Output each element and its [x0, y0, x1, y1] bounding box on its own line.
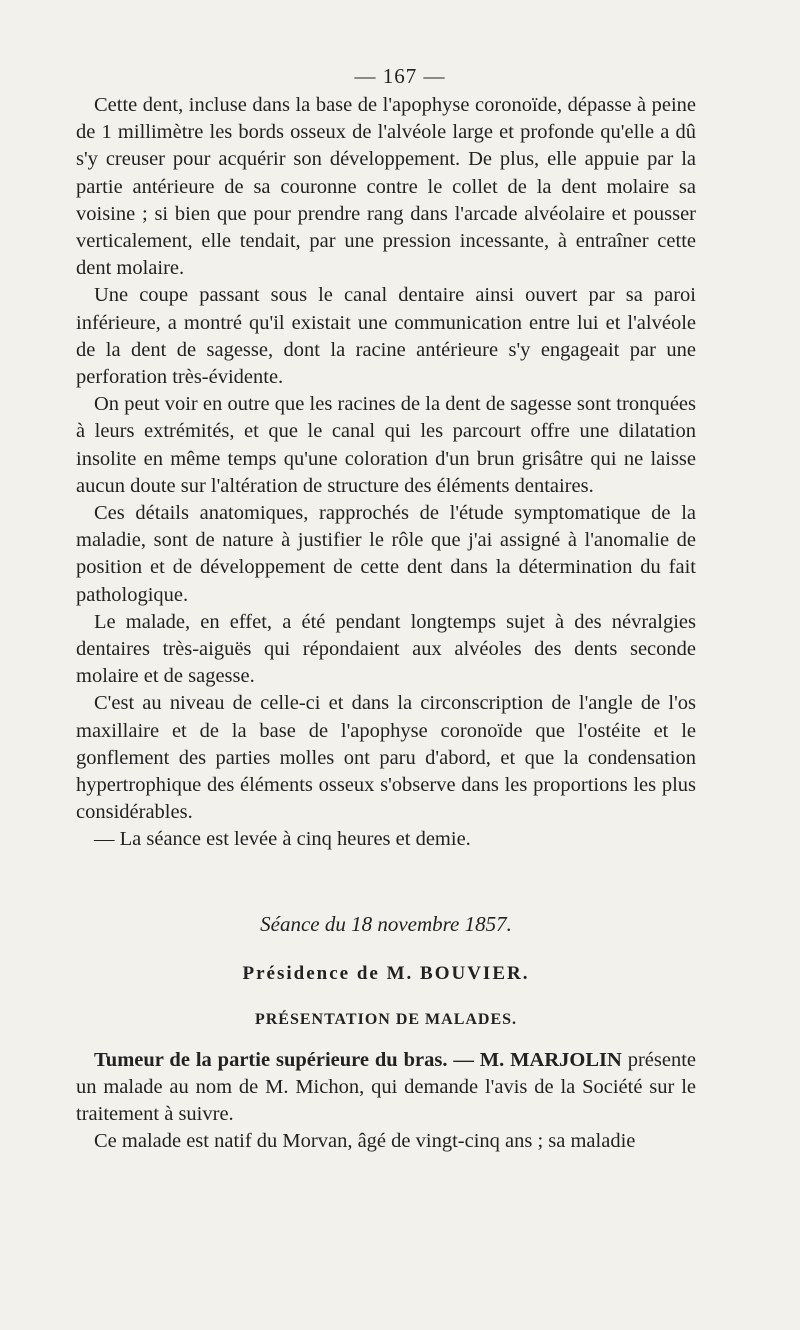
session-date: Séance du 18 novembre 1857. [260, 911, 512, 936]
paragraph-seance-levee: — La séance est levée à cinq heures et demie. [94, 828, 471, 851]
section-heading: PRÉSENTATION DE MALADES. [254, 1010, 518, 1028]
paragraph-tumeur-text: présente un malade au nom de M. Michon, qui demande l'avis de la Société sur le traitement à suivre. [76, 1048, 696, 1126]
paragraph-racines: On peut voir en outre que les racines de la dent de sagesse sont tronquées à leurs extrémités, et que le canal qui les parcourt offre une dilatation insolite en même temps qu'une coloration d'un brun grisâtre qui ne laisse aucun doute sur l'altération de structure des éléments dentaires. [76, 393, 696, 497]
paragraph-osteite: C'est au niveau de celle-ci et dans la circonscription de l'angle de l'os maxillaire et de la base de l'apophyse coronoïde que l'ostéite et le gonflement des parties molles ont paru d'abord, et que la condensation hypertrophique des éléments osseux s'observe dans les proportions les plus considérables. [76, 692, 696, 824]
paragraph-dent-description: Cette dent, incluse dans la base de l'apophyse coronoïde, dépasse à peine de 1 millimètre les bords osseux de l'alvéole large et profonde qu'elle a dû s'y creuser pour acquérir son développement. De plus, elle appuie par la partie antérieure de sa couronne contre le collet de la dent molaire sa voisine ; si bien que pour prendre rang dans l'arcade alvéolaire et pousser verticalement, elle tendait, par une pression incessante, à entraîner cette dent molaire. [76, 94, 696, 280]
paragraph-malade-morvan: Ce malade est natif du Morvan, âgé de vingt-cinq ans ; sa maladie [94, 1130, 636, 1153]
paragraph-nevralgies: Le malade, en effet, a été pendant longtemps sujet à des névralgies dentaires très-aiguës qui répondaient aux alvéoles des dents seconde molaire et de sagesse. [76, 610, 696, 688]
page-body [76, 92, 696, 1156]
paragraph-coupe-canal: Une coupe passant sous le canal dentaire ainsi ouvert par sa paroi inférieure, a montré qu'il existait une communication entre lui et l'alvéole de la dent de sagesse, dont la racine antérieure s'y engageait par une perforation très-évidente. [76, 284, 696, 389]
session-presidence: Présidence de M. BOUVIER. [242, 962, 530, 984]
page-number: — 167 — [354, 64, 446, 88]
paragraph-tumeur-title: Tumeur de la partie supérieure du bras. — M. MARJOLIN [94, 1048, 622, 1071]
paragraph-tumeur [76, 1047, 696, 1129]
paragraph-details-anatomiques: Ces détails anatomiques, rapprochés de l'étude symptomatique de la maladie, sont de nature à justifier le rôle que j'ai assigné à l'anomalie de position et de développement de cette dent dans la détermination du fait pathologique. [76, 502, 696, 606]
